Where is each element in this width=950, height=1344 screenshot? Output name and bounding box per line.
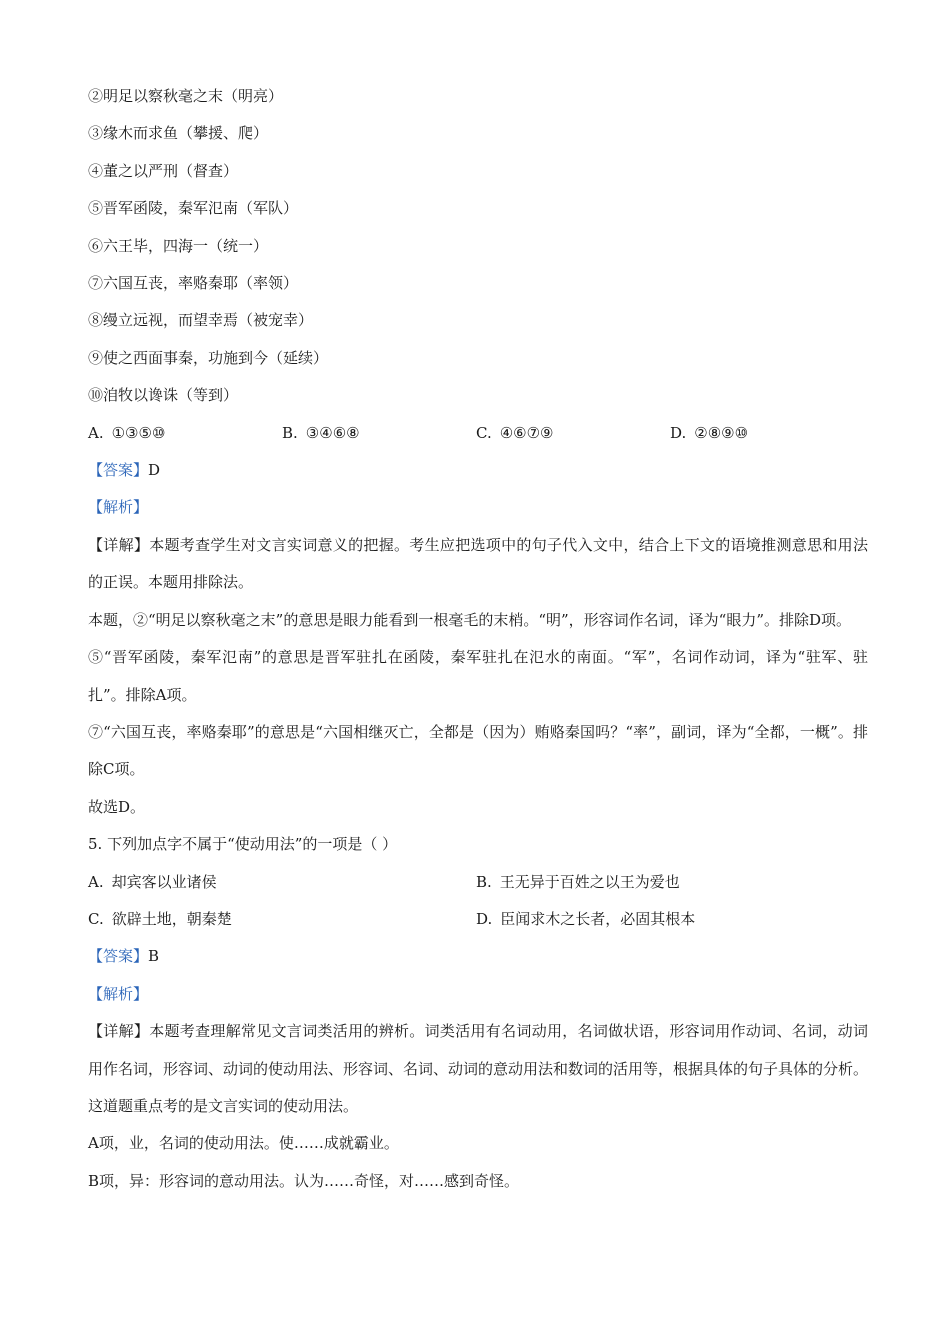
document-page [88,78,868,1200]
q4-option-b: B. ③④⑥⑧ [282,423,360,442]
q4-answer [88,452,868,489]
q4-item-3: ③缘木而求鱼（攀援、爬） [88,124,269,143]
q5-option-a: A. 却宾客以业诸侯 [88,872,217,891]
q5-detail-text: 本题考查理解常见文言词类活用的辨析。词类活用有名词动用，名词做状语，形容词用作动词、名词，动词用作名词，形容词、动词的使动用法、形容词、名词、动词的意动用法和数词的活用等，根据具体的句子具体的分析。这道题重点考的是文言实词的使动用法。 [88,1022,869,1115]
q5-option-c: C. 欲辟土地，朝秦楚 [88,909,232,928]
q4-analysis-label: 【解析】 [88,498,149,517]
q4-detail [88,527,868,602]
q4-answer-value: D [148,461,161,480]
q4-item-9: ⑨使之西面事秦，功施到今（延续） [88,348,329,367]
q5-options-row-1 [88,864,868,901]
q5-option-d: D. 臣闻求木之长者，必固其根本 [476,909,696,928]
q4-option-d: D. ②⑧⑨⑩ [670,423,749,442]
q4-options [88,415,868,452]
q4-option-a: A. ①③⑤⑩ [88,423,166,442]
q4-detail-text: 本题考查学生对文言实词意义的把握。考生应把选项中的句子代入文中，结合上下文的语境推测意思和用法的正误。本题用排除法。 [88,535,868,592]
q5-explanation-b: B项，异：形容词的意动用法。认为……奇怪，对……感到奇怪。 [88,1171,520,1190]
q4-item-7: ⑦六国互丧，率赂秦耶（率领） [88,274,299,293]
q4-conclusion: 故选D。 [88,797,146,816]
q4-explanation-3: ⑦“六国互丧，率赂秦耶”的意思是“六国相继灭亡，全都是（因为）贿赂秦国吗？“率”，副词，译为“全都，一概”。排除C项。 [88,722,868,779]
q4-option-c: C. ④⑥⑦⑨ [476,423,554,442]
q5-analysis-label: 【解析】 [88,984,149,1003]
q4-item-6: ⑥六王毕，四海一（统一） [88,236,269,255]
q4-answer-label: 【答案】 [88,461,149,480]
q5-option-b: B. 王无异于百姓之以王为爱也 [476,872,680,891]
q5-explanation-a: A项，业，名词的使动用法。使……成就霸业。 [88,1134,399,1153]
q5-options-row-2 [88,901,868,938]
q5-detail [88,1013,868,1125]
q5-stem: 5. 下列加点字不属于“使动用法”的一项是（ ） [88,835,398,854]
q5-answer-value: B [148,947,160,966]
q4-item-4: ④董之以严刑（督查） [88,161,239,180]
q4-item-10: ⑩洎牧以谗诛（等到） [88,386,239,405]
q4-item-5: ⑤晋军函陵，秦军氾南（军队） [88,199,299,218]
q5-answer [88,938,868,975]
q4-detail-label: 【详解】 [88,535,150,554]
q4-explanation-2: ⑤“晋军函陵，秦军氾南”的意思是晋军驻扎在函陵，秦军驻扎在氾水的南面。“军”，名词作动词，译为“驻军、驻扎”。排除A项。 [88,648,868,704]
q4-explanation-1: 本题，②“明足以察秋毫之末”的意思是眼力能看到一根毫毛的末梢。“明”，形容词作名词，译为“眼力”。排除D项。 [88,610,852,629]
q4-item-8: ⑧缦立远视，而望幸焉（被宠幸） [88,311,314,330]
q5-detail-label: 【详解】 [88,1022,150,1041]
q5-answer-label: 【答案】 [88,947,149,966]
q4-item-2: ②明足以察秋毫之末（明亮） [88,87,284,105]
